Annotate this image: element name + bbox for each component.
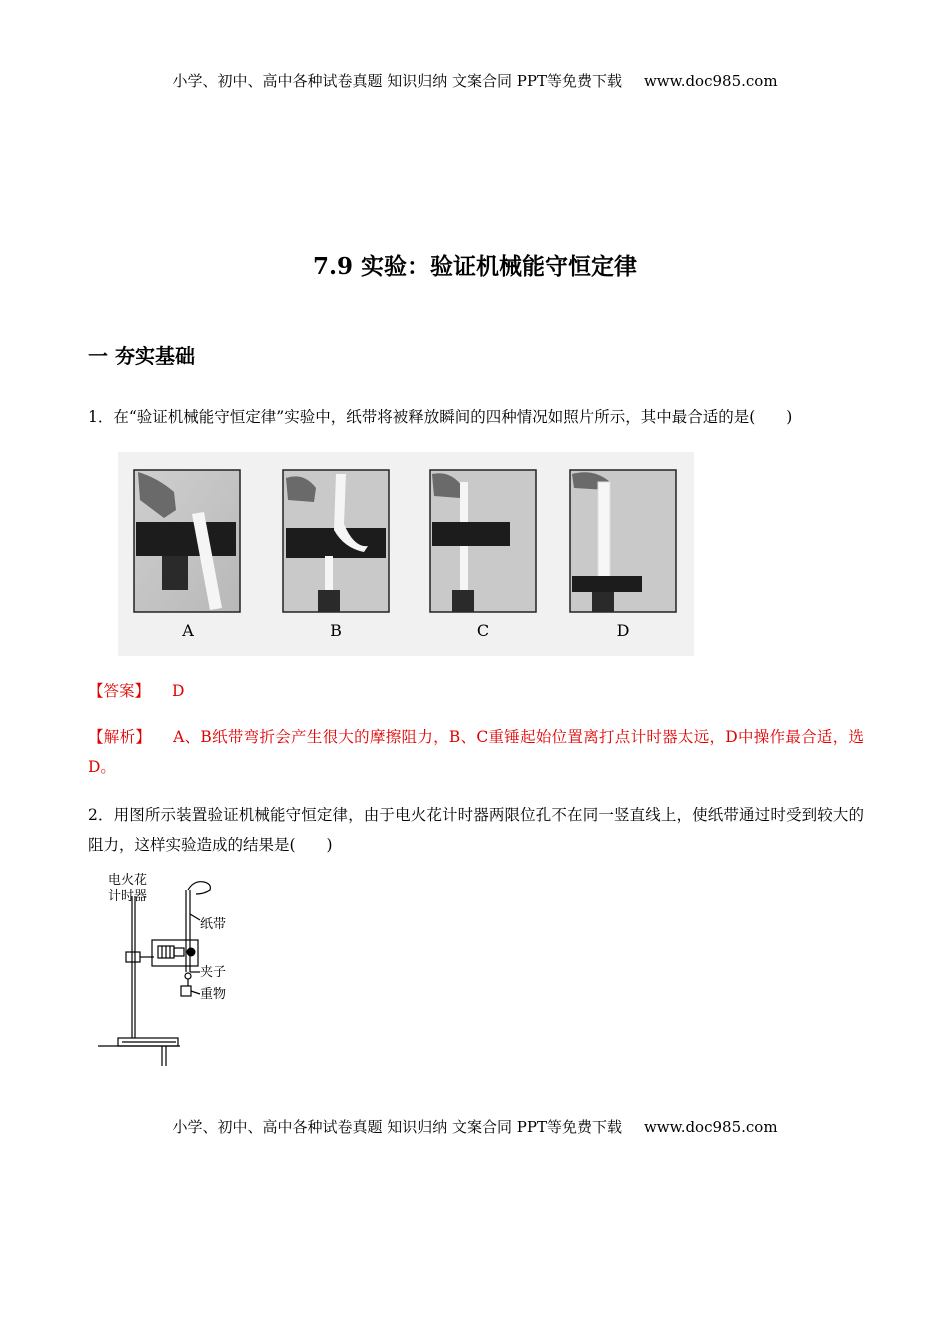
photos-figure (118, 452, 694, 656)
photo-d (570, 470, 676, 612)
analysis-text: A、B纸带弯折会产生很大的摩擦阻力，B、C重锤起始位置离打点计时器太远，D中操作最合适，选D。 (88, 728, 864, 776)
answer-tag: 【答案】 (88, 682, 151, 700)
section-heading: 一 夯实基础 (88, 344, 195, 368)
label-timer-line2: 计时器 (108, 889, 148, 904)
page-header (0, 70, 950, 91)
label-clip: 夹子 (200, 965, 227, 980)
header-text: 小学、初中、高中各种试卷真题 知识归纳 文案合同 PPT等免费下载 (172, 72, 622, 90)
photo-label-d: D (616, 621, 630, 640)
header-url[interactable]: www.doc985.com (643, 72, 778, 90)
question-2-text: 2．用图所示装置验证机械能守恒定律，由于电火花计时器两限位孔不在同一竖直线上，使纸带通过时受到较大的阻力，这样实验造成的结果是( ) (88, 806, 864, 854)
photo-b (283, 470, 389, 612)
photo-label-c: C (476, 621, 490, 640)
photo-c (430, 470, 536, 612)
answer-value: D (172, 682, 185, 700)
question-2-diagram (92, 868, 242, 1068)
page-title: 7.9 实验：验证机械能守恒定律 (312, 253, 638, 280)
footer-url[interactable]: www.doc985.com (643, 1118, 778, 1136)
photo-label-a: A (182, 621, 194, 640)
question-1-photos (118, 452, 694, 656)
page-footer (0, 1116, 950, 1137)
question-1-answer (88, 676, 864, 706)
analysis-tag: 【解析】 (88, 728, 152, 746)
photo-label-b: B (330, 621, 342, 640)
footer-text: 小学、初中、高中各种试卷真题 知识归纳 文案合同 PPT等免费下载 (172, 1118, 622, 1136)
apparatus-diagram (92, 868, 242, 1068)
label-weight: 重物 (200, 987, 227, 1002)
question-1-text: 1．在“验证机械能守恒定律”实验中，纸带将被释放瞬间的四种情况如照片所示，其中最合适的是( ) (88, 408, 793, 426)
photo-a (134, 470, 240, 612)
question-1-analysis (88, 722, 864, 782)
label-timer-line1: 电火花 (108, 873, 148, 888)
label-tape: 纸带 (200, 917, 227, 932)
